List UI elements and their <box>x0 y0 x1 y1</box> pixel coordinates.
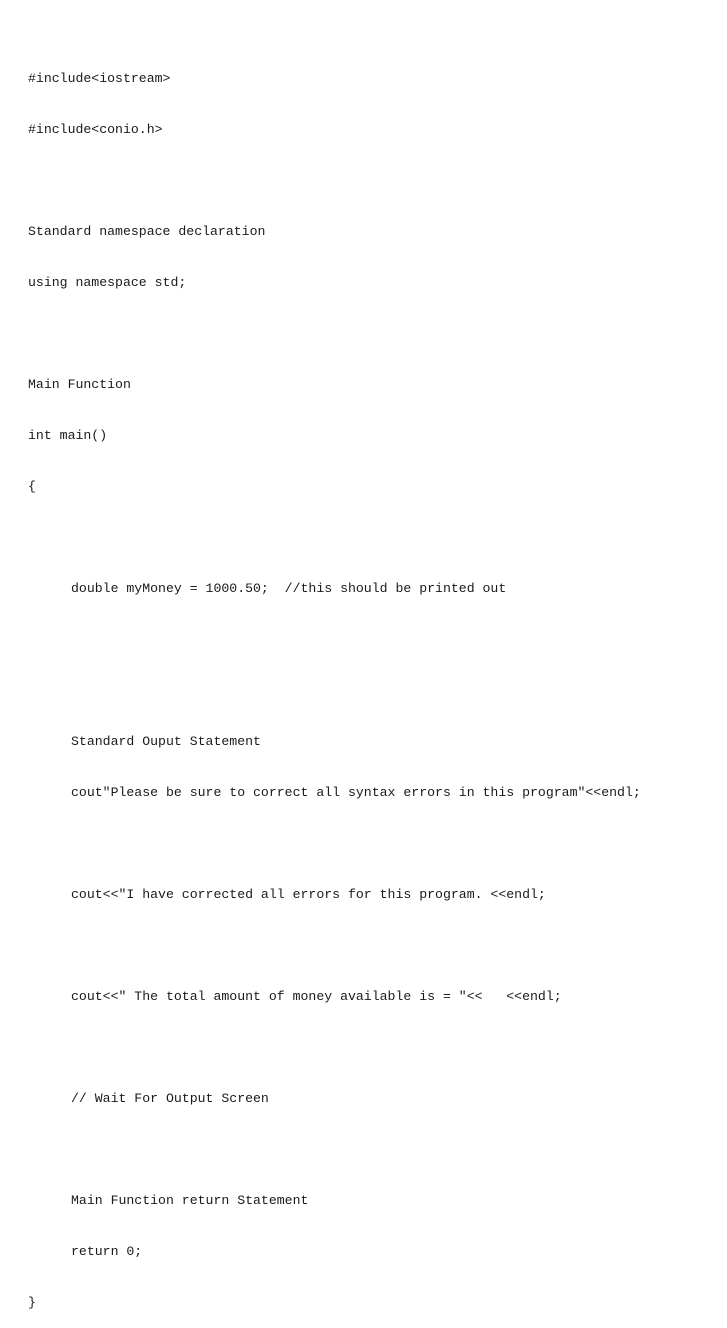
code-line: } <box>28 1295 36 1310</box>
code-line: #include<iostream> <box>28 71 171 86</box>
blank-line <box>28 529 641 546</box>
blank-line <box>28 1141 641 1158</box>
blank-line <box>28 325 641 342</box>
code-line: using namespace std; <box>28 275 187 290</box>
code-line: { <box>28 479 36 494</box>
code-line: double myMoney = 1000.50; //this should be printed out <box>71 581 507 596</box>
code-listing <box>28 36 641 1328</box>
code-line: Standard Ouput Statement <box>71 734 261 749</box>
code-line: Standard namespace declaration <box>28 224 266 239</box>
code-line: Main Function <box>28 377 131 392</box>
code-line: return 0; <box>71 1244 143 1259</box>
blank-line <box>28 172 641 189</box>
blank-line <box>28 1039 641 1056</box>
code-line: // Wait For Output Screen <box>71 1091 269 1106</box>
code-line: #include<conio.h> <box>28 122 163 137</box>
code-line: cout<<" The total amount of money available is = "<< <<endl; <box>71 989 562 1004</box>
blank-line <box>28 682 641 699</box>
blank-line <box>28 631 641 648</box>
blank-line <box>28 835 641 852</box>
blank-line <box>28 937 641 954</box>
code-line: Main Function return Statement <box>71 1193 309 1208</box>
code-line: int main() <box>28 428 108 443</box>
code-line: cout<<"I have corrected all errors for this program. <<endl; <box>71 887 546 902</box>
code-line: cout"Please be sure to correct all syntax errors in this program"<<endl; <box>71 785 641 800</box>
